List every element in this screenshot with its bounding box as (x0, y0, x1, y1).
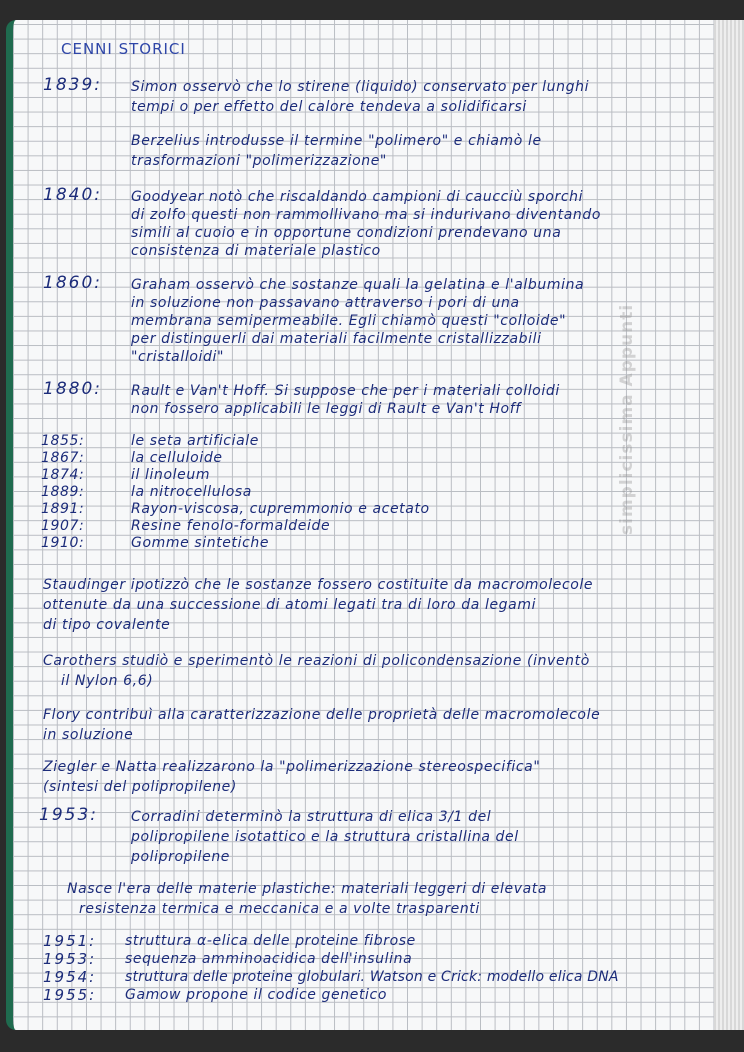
timeline-year: 1910: (41, 535, 85, 551)
page-title: CENNI STORICI (61, 40, 186, 58)
timeline-text: Resine fenolo-formaldeide (131, 518, 331, 534)
paragraph-line: il Nylon 6,6) (61, 673, 154, 689)
summary-line: Nasce l'era delle materie plastiche: materiali leggeri di elevata (67, 881, 548, 897)
timeline-year: 1955: (43, 986, 97, 1004)
watermark: simplicissima Appunti (617, 303, 637, 535)
timeline-year: 1867: (41, 450, 85, 466)
paragraph-line: Flory contribuì alla caratterizzazione delle proprietà delle macromolecole (43, 707, 601, 723)
entry-line: per distinguerli dai materiali facilmente cristallizzabili (131, 331, 542, 347)
timeline-text: Gamow propone il codice genetico (125, 987, 387, 1003)
entry-line: in soluzione non passavano attraverso i pori di una (131, 295, 520, 311)
paragraph-line: (sintesi del polipropilene) (43, 779, 237, 795)
timeline-year: 1855: (41, 433, 85, 449)
entry-year: 1860: (43, 273, 102, 293)
paragraph-line: Staudinger ipotizzò che le sostanze fossero costituite da macromolecole (43, 577, 594, 593)
entry-year: 1840: (43, 185, 102, 205)
timeline-year: 1954: (43, 968, 97, 986)
timeline-year: 1874: (41, 467, 85, 483)
paragraph-line: Carothers studiò e sperimentò le reazioni di policondensazione (inventò (43, 653, 590, 669)
timeline-text: la nitrocellulosa (131, 484, 252, 500)
timeline-text: struttura α-elica delle proteine fibrose (125, 933, 416, 949)
entry-line: membrana semipermeabile. Egli chiamò questi "colloide" (131, 313, 567, 329)
entry-year: 1880: (43, 379, 102, 399)
timeline-text: Rayon-viscosa, cupremmonio e acetato (131, 501, 430, 517)
timeline-year: 1889: (41, 484, 85, 500)
entry-line: consistenza di materiale plastico (131, 243, 381, 259)
entry-line: polipropilene isotattico e la struttura cristallina del (131, 829, 519, 845)
notebook-spine (714, 20, 744, 1030)
entry-line: Berzelius introdusse il termine "polimero" e chiamò le (131, 133, 542, 149)
entry-line: non fossero applicabili le leggi di Rault e Van't Hoff (131, 401, 521, 417)
timeline-text: struttura delle proteine globulari. Watson e Crick: modello elica DNA (125, 969, 619, 985)
timeline-year: 1951: (43, 932, 97, 950)
entry-line: Simon osservò che lo stirene (liquido) conservato per lunghi (131, 79, 590, 95)
entry-line: Corradini determinò la struttura di elica 3/1 del (131, 809, 492, 825)
entry-line: polipropilene (131, 849, 231, 865)
timeline-text: la celluloide (131, 450, 223, 466)
timeline-text: Gomme sintetiche (131, 535, 270, 551)
timeline-text: le seta artificiale (131, 433, 259, 449)
entry-line: simili al cuoio e in opportune condizioni prendevano una (131, 225, 562, 241)
entry-line: Rault e Van't Hoff. Si suppose che per i materiali colloidi (131, 383, 560, 399)
entry-line: Graham osservò che sostanze quali la gelatina e l'albumina (131, 277, 585, 293)
entry-line: Goodyear notò che riscaldando campioni di caucciù sporchi (131, 189, 584, 205)
timeline-year: 1907: (41, 518, 85, 534)
timeline-year: 1891: (41, 501, 85, 517)
entry-line: trasformazioni "polimerizzazione" (131, 153, 387, 169)
timeline-text: il linoleum (131, 467, 211, 483)
notebook-page (6, 20, 725, 1030)
paragraph-line: di tipo covalente (43, 617, 171, 633)
entry-year: 1839: (43, 75, 102, 95)
timeline-year: 1953: (43, 950, 97, 968)
paragraph-line: ottenute da una successione di atomi legati tra di loro da legami (43, 597, 537, 613)
entry-line: tempi o per effetto del calore tendeva a solidificarsi (131, 99, 527, 115)
entry-line: "cristalloidi" (131, 349, 224, 365)
paragraph-line: in soluzione (43, 727, 134, 743)
timeline-text: sequenza amminoacidica dell'insulina (125, 951, 413, 967)
paragraph-line: Ziegler e Natta realizzarono la "polimerizzazione stereospecifica" (43, 759, 541, 775)
entry-line: di zolfo questi non rammollivano ma si indurivano diventando (131, 207, 601, 223)
summary-line: resistenza termica e meccanica e a volte trasparenti (79, 901, 480, 917)
entry-year: 1953: (39, 805, 98, 825)
